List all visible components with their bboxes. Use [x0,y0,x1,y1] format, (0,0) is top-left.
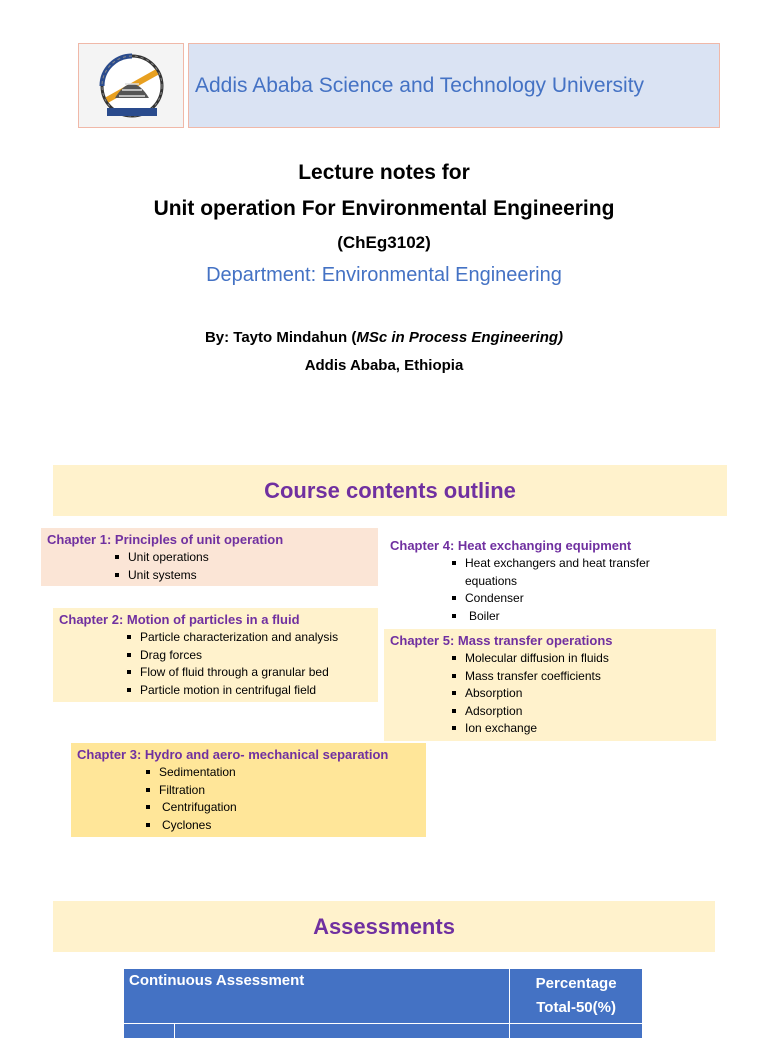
list-item: Filtration [159,782,420,800]
list-item: Boiler [465,608,678,626]
list-item: Cyclones [159,817,420,835]
chapter-title: Chapter 1: Principles of unit operation [47,532,284,547]
list-item: Particle motion in centrifugal field [140,682,372,700]
chapter-topics [128,549,372,584]
university-name: Addis Ababa Science and Technology University [195,73,645,97]
table-cell [175,1024,510,1039]
list-item: Flow of fluid through a granular bed [140,664,372,682]
assessment-table [123,968,643,1039]
chapter-4-box [384,534,684,626]
chapter-title: Chapter 2: Motion of particles in a fluid [59,612,300,627]
university-logo [78,43,184,128]
university-banner [188,43,720,128]
author-line [0,329,768,346]
list-item: Mass transfer coefficients [465,668,710,686]
percentage-header [510,969,643,1024]
list-item: Adsorption [465,703,710,721]
chapter-topics [465,650,710,738]
location-line: Addis Ababa, Ethiopia [304,357,464,374]
list-item: Drag forces [140,647,372,665]
percentage-total: Total-50(%) [536,999,616,1016]
author-prefix: By: Tayto Mindahun ( [204,329,357,346]
list-item: Unit operations [128,549,372,567]
lecture-title-line1: Lecture notes for [298,161,470,184]
assessments-heading: Assessments [53,901,715,952]
chapter-topics [465,555,678,625]
list-item: Sedimentation [159,764,420,782]
chapter-2-box [53,608,378,702]
list-item: Ion exchange [465,720,710,738]
list-item: Heat exchangers and heat transfer equations [465,555,678,590]
table-cell [510,1024,643,1039]
list-item: Centrifugation [159,799,420,817]
course-outline-heading: Course contents outline [53,465,727,516]
author-qualification: MSc in Process Engineering) [356,329,564,346]
list-item: Unit systems [128,567,372,585]
percentage-label: Percentage [535,975,617,992]
chapter-title: Chapter 4: Heat exchanging equipment [390,538,632,553]
list-item: Condenser [465,590,678,608]
course-code: (ChEg3102) [337,233,431,252]
chapter-title: Chapter 5: Mass transfer operations [390,633,613,648]
chapter-topics [159,764,420,834]
chapter-3-box [71,743,426,837]
list-item: Particle characterization and analysis [140,629,372,647]
chapter-topics [140,629,372,699]
table-header-row [124,969,643,1024]
department-line: Department: Environmental Engineering [206,264,562,286]
list-item: Molecular diffusion in fluids [465,650,710,668]
chapter-1-box [41,528,378,586]
chapter-title: Chapter 3: Hydro and aero- mechanical separation [77,747,389,762]
table-row [124,1024,643,1039]
continuous-assessment-header: Continuous Assessment [124,969,510,1024]
university-seal-icon [87,50,177,122]
list-item: Absorption [465,685,710,703]
table-cell [124,1024,175,1039]
lecture-title-line2: Unit operation For Environmental Engineering [153,197,615,220]
chapter-5-box [384,629,716,741]
